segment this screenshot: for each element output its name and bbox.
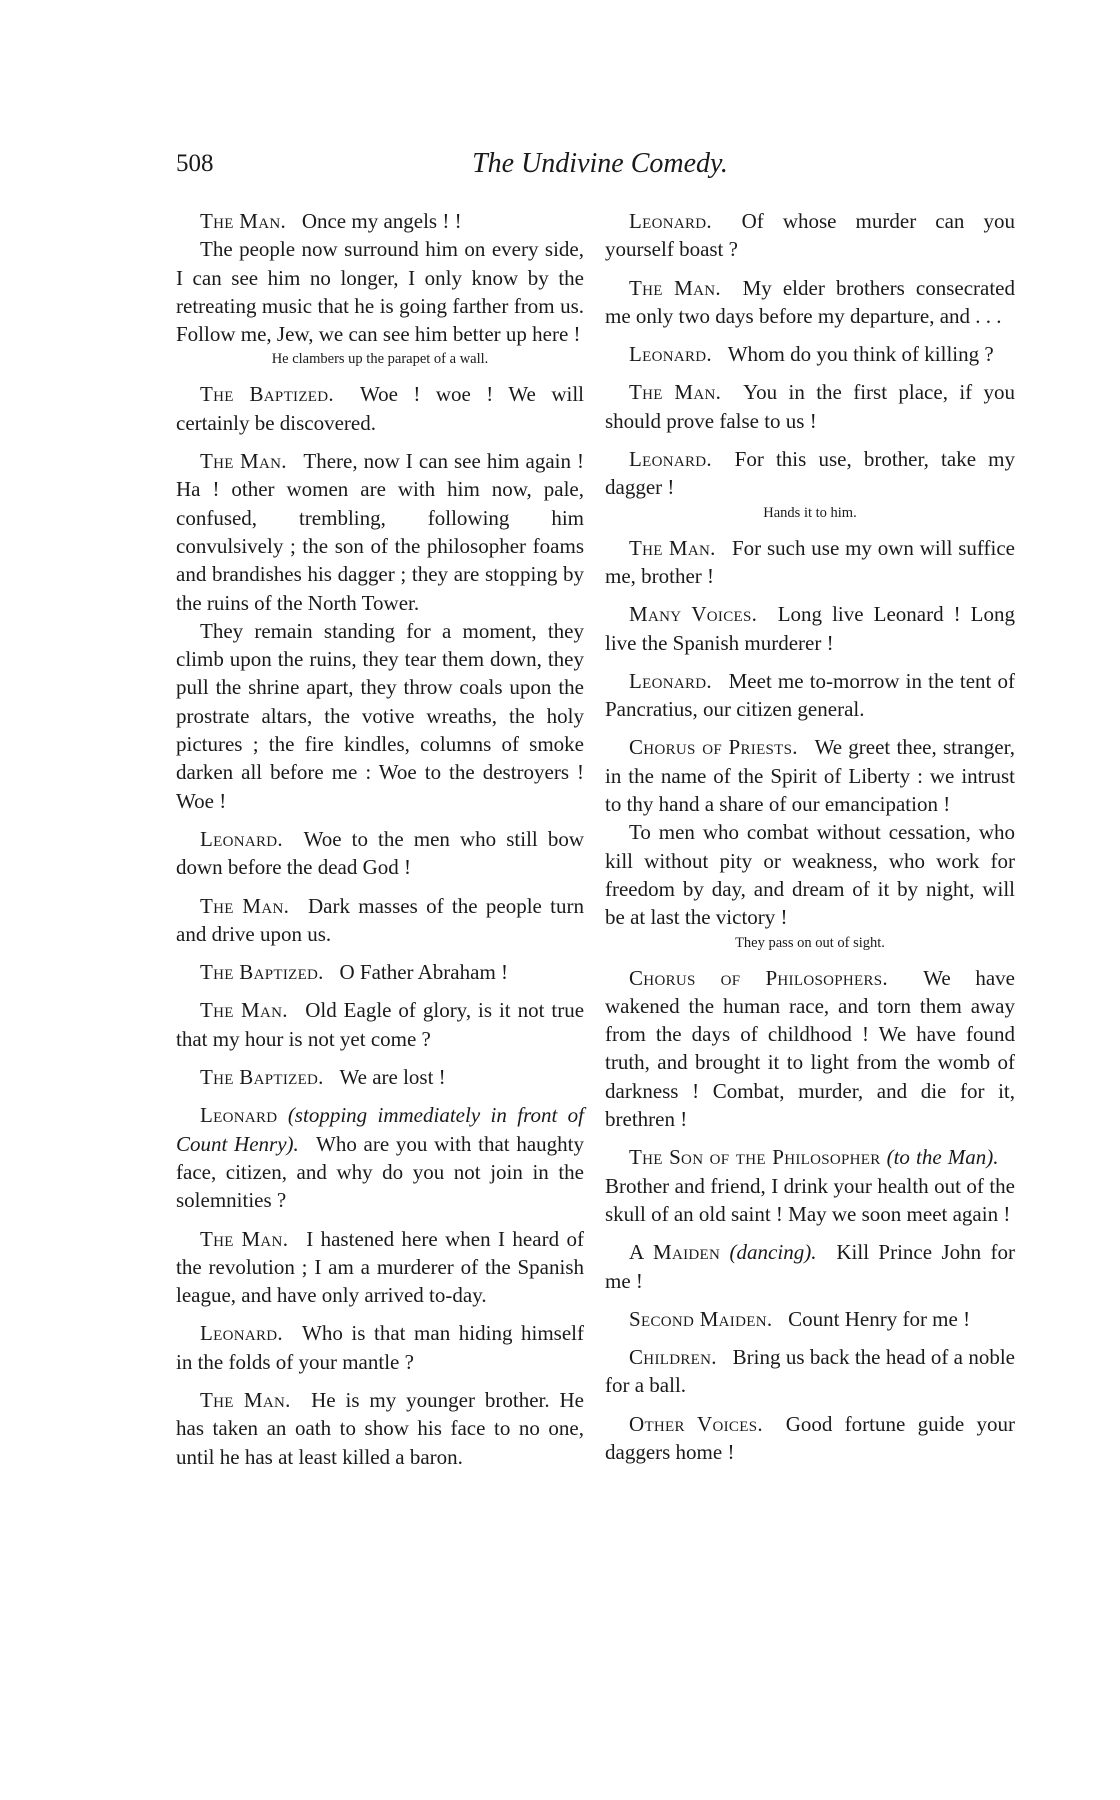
speaker-name: Leonard. <box>629 342 712 367</box>
speaker-name: A Maiden <box>629 1240 721 1265</box>
left-column <box>176 207 584 1471</box>
speaker-name: Leonard <box>200 1103 278 1128</box>
speech-paragraph <box>176 958 584 986</box>
speaker-name: Leonard. <box>200 1321 283 1346</box>
speaker-name: The Man. <box>629 380 722 405</box>
speaker-name: Second Maiden. <box>629 1306 773 1331</box>
speech-text: For such use my own will suffice me, brother ! <box>605 535 1015 588</box>
speaker-name: The Man. <box>200 998 288 1023</box>
speech-text: Once my angels ! ! <box>301 209 462 233</box>
speech-paragraph <box>605 600 1015 657</box>
speech-paragraph <box>605 534 1015 591</box>
stage-aside: (to the Man). <box>886 1145 999 1170</box>
speech-paragraph <box>605 667 1015 724</box>
speech-text: He is my younger brother. He has taken an oath to show his face to no one, until he has at least killed a baron. <box>176 1387 584 1469</box>
speech-text: The people now surround him on every side, I can see him no longer, I only know by the retreating music that he is going farther from us. Follow me, Jew, we can see him better up here ! <box>176 237 584 347</box>
speech-paragraph <box>176 1319 584 1376</box>
speaker-name: The Man. <box>200 449 287 474</box>
speech-paragraph <box>176 1063 584 1091</box>
speech-text: Good fortune guide your daggers home ! <box>605 1411 1015 1464</box>
speech-text: We greet thee, stranger, in the name of the Spirit of Liberty : we intrust to thy hand a share of our emancipation ! <box>605 735 1016 817</box>
speech-text: Count Henry for me ! <box>788 1306 971 1331</box>
speech-text: You in the first place, if you should prove false to us ! <box>605 380 1016 433</box>
speaker-name: The Man. <box>200 1226 289 1251</box>
speech-text: Of whose murder can you yourself boast ? <box>605 209 1016 262</box>
speech-paragraph <box>605 207 1015 264</box>
speech-paragraph <box>605 1238 1015 1295</box>
stage-direction: They pass on out of sight. <box>735 934 885 951</box>
speaker-name: Leonard. <box>629 668 712 693</box>
speech-paragraph <box>176 892 584 949</box>
speech-text: Woe ! woe ! We will certainly be discovered. <box>176 382 584 435</box>
stage-aside: (stopping immediately in front of Count Henry). <box>176 1103 584 1156</box>
speech-text: Woe to the men who still bow down before the dead God ! <box>176 826 585 880</box>
speaker-name: The Baptized. <box>200 1065 324 1090</box>
speaker-name: The Son of the Philosopher <box>629 1145 881 1170</box>
speech-text: Who is that man hiding himself in the folds of your mantle ? <box>176 1321 584 1374</box>
speech-text: My elder brothers consecrated me only two days before my departure, and . . . <box>605 275 1015 328</box>
speaker-name: Many Voices. <box>629 602 758 627</box>
speech-text: Old Eagle of glory, is it not true that my hour is not yet come ? <box>176 998 585 1051</box>
running-head-title: The Undivine Comedy. <box>472 148 728 179</box>
speech-paragraph <box>605 274 1015 331</box>
speech-text: I hastened here when I heard of the revolution ; I am a murderer of the Spanish league, and have only arrived to-day. <box>176 1226 584 1308</box>
speech-text: Whom do you think of killing ? <box>727 342 994 367</box>
speech-paragraph <box>605 1305 1015 1333</box>
stage-aside: (dancing). <box>729 1240 817 1265</box>
speaker-name: Chorus of Philosophers. <box>629 965 888 990</box>
speech-text: We are lost ! <box>339 1065 446 1090</box>
speech-text: Brother and friend, I drink your health out of the skull of an old saint ! May we soon meet again ! <box>605 1173 1015 1226</box>
stage-direction: He clambers up the parapet of a wall. <box>271 351 489 368</box>
speech-paragraph <box>176 1225 584 1310</box>
speaker-name: Leonard. <box>629 447 712 472</box>
speech-paragraph <box>605 1343 1015 1400</box>
speaker-name: The Baptized. <box>200 382 334 407</box>
speech-text: Long live Leonard ! Long live the Spanish murderer ! <box>605 602 1015 655</box>
speech-paragraph <box>176 380 584 437</box>
speech-text: Dark masses of the people turn and drive upon us. <box>176 893 585 946</box>
speech-paragraph <box>605 1410 1015 1467</box>
speech-text: To men who combat without cessation, who kill without pity or weakness, who work for freedom by day, and dream of it by night, will be at last the victory ! <box>605 820 1015 930</box>
speaker-name: Leonard. <box>629 209 712 233</box>
page-number: 508 <box>176 150 214 177</box>
speaker-name: Children. <box>629 1345 717 1370</box>
speech-text: Who are you with that haughty face, citizen, and why do you not join in the solemnities ? <box>176 1131 584 1213</box>
right-column <box>605 207 1015 1466</box>
speaker-name: The Man. <box>629 275 721 300</box>
speech-paragraph <box>176 207 584 235</box>
speech-text: Kill Prince John for me ! <box>605 1240 1016 1293</box>
speech-text: They remain standing for a moment, they climb upon the ruins, they tear them down, they pull the shrine apart, they throw coals upon the prostrate altars, the votive wreaths, the holy pictures ; the fire kindles, columns of smoke darken all before me : Woe to the destroyers ! Woe ! <box>176 618 584 813</box>
speaker-name: The Man. <box>200 893 290 918</box>
speech-paragraph <box>605 1143 1015 1228</box>
speech-paragraph <box>176 447 584 617</box>
speech-text: We have wakened the human race, and torn them away from the days of childhood ! We have found truth, and brought it to light from the womb of darkness ! Combat, murder, and die for it, brethren ! <box>605 965 1015 1132</box>
speech-text: For this use, brother, take my dagger ! <box>605 447 1016 500</box>
speech-paragraph <box>605 340 1015 368</box>
speech-paragraph <box>605 445 1015 502</box>
speech-paragraph <box>605 733 1015 818</box>
speech-text: Meet me to-morrow in the tent of Pancratius, our citizen general. <box>605 668 1016 722</box>
speech-paragraph <box>176 825 584 882</box>
speech-paragraph <box>176 617 584 815</box>
stage-direction: Hands it to him. <box>763 504 857 521</box>
speaker-name: Leonard. <box>200 826 283 851</box>
speaker-name: Other Voices. <box>629 1411 763 1436</box>
speech-text: Bring us back the head of a noble for a ball. <box>605 1345 1016 1398</box>
speaker-name: The Baptized. <box>200 960 324 985</box>
speech-paragraph <box>605 818 1015 931</box>
speech-paragraph <box>176 996 584 1053</box>
speech-text: O Father Abraham ! <box>339 960 509 985</box>
speech-paragraph <box>605 378 1015 435</box>
speech-paragraph <box>176 1101 584 1214</box>
speech-paragraph <box>176 1386 584 1471</box>
speech-paragraph <box>605 964 1015 1134</box>
speaker-name: Chorus of Priests. <box>629 735 798 760</box>
speaker-name: The Man. <box>200 209 287 233</box>
speaker-name: The Man. <box>200 1387 291 1412</box>
speaker-name: The Man. <box>629 535 716 560</box>
speech-paragraph <box>176 235 584 348</box>
speech-text: There, now I can see him again ! Ha ! other women are with him now, pale, confused, trembling, following him convulsively ; the son of the philosopher foams and brandishes his dagger ; they are stopping by the ruins of the North Tower. <box>176 449 585 615</box>
